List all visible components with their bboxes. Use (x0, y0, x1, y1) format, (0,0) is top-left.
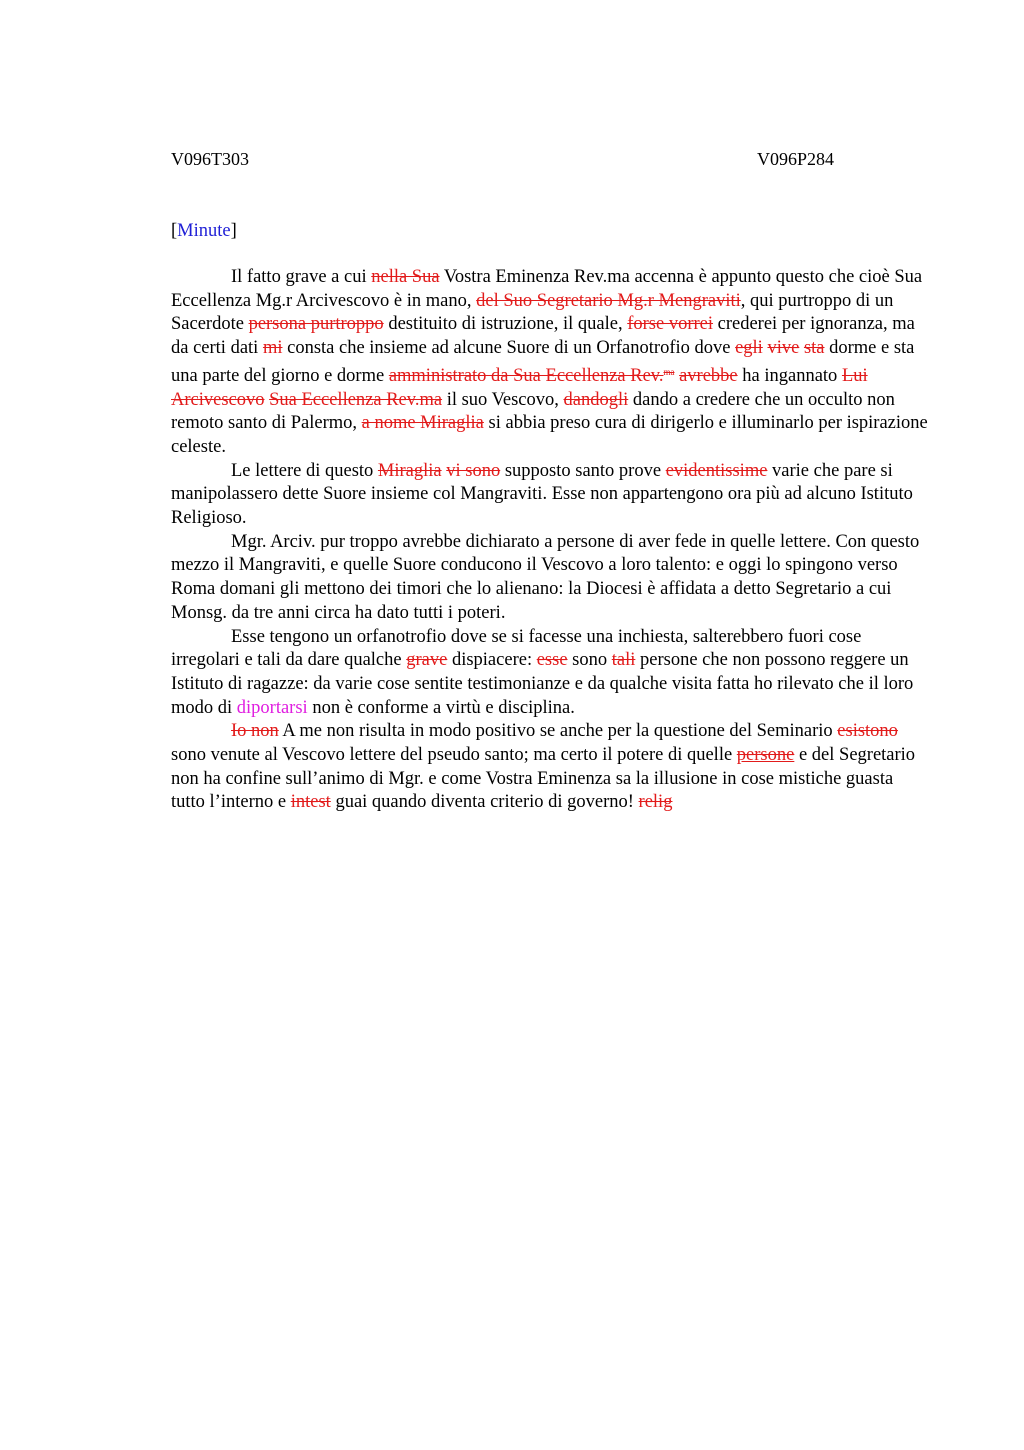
text-run: Vostra Eminenza Rev.ma accenna è appunto questo che cioè Sua Eccellenza Mg.r Arcivescovo è in mano, (171, 267, 923, 311)
document-code-right: V096P284 (757, 149, 835, 169)
document-header (171, 144, 931, 174)
deleted-text: Io non (231, 721, 279, 742)
text-run: si abbia preso cura di dirigerlo e illuminarlo per ispirazione celeste. (171, 413, 928, 457)
text-run: sono venute al Vescovo lettere del pseudo santo; ma certo il potere di quelle (171, 745, 737, 766)
text-run: guai quando diventa criterio di governo! (330, 792, 639, 813)
text-run: sono (567, 650, 612, 671)
deleted-text: persone (736, 745, 795, 766)
deleted-text: intest (290, 792, 331, 813)
deleted-text: vi sono (446, 460, 501, 481)
deleted-text: Sua Eccellenza Rev.ma (269, 389, 443, 410)
text-run: consta che insieme ad alcune Suore di un Orfanotrofio dove (282, 338, 736, 359)
open-bracket: [ (171, 221, 178, 241)
text-run: Le lettere di questo (231, 460, 378, 481)
letter-paragraph (171, 266, 931, 460)
deleted-text: esse (536, 650, 568, 671)
text-run: non è conforme a virtù e disciplina. (307, 697, 575, 718)
deleted-text: evidentissime (665, 460, 768, 481)
deleted-text: persona purtroppo (248, 314, 384, 335)
deleted-text: nella Sua (371, 267, 440, 287)
text-run: il suo Vescovo, (442, 389, 564, 410)
text-run: , qui purtroppo di un Sacerdote (171, 290, 894, 335)
deleted-text: Lui Arcivescovo (171, 365, 868, 410)
text-run: e del Segretario non ha confine sull’animo di Mgr. e come Vostra Eminenza sa la illusione in cose mistiche guasta tutto l’interno e (171, 745, 916, 813)
text-run: dorme e sta una parte del giorno e dorme (171, 338, 915, 386)
letter-body (171, 266, 931, 815)
close-bracket: ] (230, 221, 237, 241)
text-run: Mgr. Arciv. pur troppo avrebbe dichiarato a persone di aver fede in quelle lettere. Con questo mezzo il Mangraviti, e quelle Suore conducono il Vescovo a loro talento: e oggi lo spingono verso Roma domani gli mettono dei timori che lo alienano: la Diocesi è affidata a detto Segretario a cui Monsg. da tre anni circa ha dato tutti i poteri. (171, 531, 920, 623)
text-run: crederei per ignoranza, ma da certi dati (171, 314, 915, 359)
document-page (171, 144, 931, 815)
deleted-text: relig (638, 792, 673, 813)
deleted-text: tali (611, 650, 636, 671)
minute-word: Minute (177, 221, 231, 241)
deleted-text: del Suo Segretario Mg.r Mengraviti (476, 290, 741, 311)
deleted-superscript: ma (663, 366, 675, 377)
letter-paragraph (171, 460, 931, 531)
deleted-text: sta (803, 338, 825, 359)
document-code-left: V096T303 (171, 149, 249, 169)
highlighted-text: diportarsi (236, 697, 308, 718)
deleted-text: vive (767, 338, 800, 359)
deleted-text: dandogli (563, 389, 629, 410)
deleted-text: forse vorrei (627, 314, 714, 335)
text-run: destituito di istruzione, il quale, (383, 314, 628, 335)
letter-paragraph (171, 720, 931, 815)
text-run: dispiacere: (447, 650, 537, 671)
text-run: ha ingannato (737, 365, 842, 386)
deleted-text: esistono (837, 721, 898, 742)
deleted-text: grave (406, 650, 448, 671)
deleted-text: Miraglia (377, 460, 442, 481)
text-run: Il fatto grave a cui (231, 267, 372, 287)
minute-label (171, 216, 931, 246)
deleted-text: mi (262, 338, 283, 359)
text-run: supposto santo prove (500, 460, 666, 481)
letter-paragraph (171, 626, 931, 721)
text-run: varie che pare si manipolassero dette Suore insieme col Mangraviti. Esse non appartengono ora più ad alcuno Istituto Religioso. (171, 460, 913, 529)
deleted-text: avrebbe (679, 365, 738, 386)
deleted-text: a nome Miraglia (361, 413, 484, 434)
text-run: dando a credere che un occulto non remoto santo di Palermo, (171, 389, 895, 434)
letter-paragraph (171, 531, 931, 626)
deleted-text: amministrato da Sua Eccellenza Rev. (388, 365, 664, 386)
text-run: persone che non possono reggere un Istituto di ragazze: da varie cose sentite testimonianze e da qualche visita fatta ho rilevato che il loro modo di (171, 650, 914, 718)
text-run: A me non risulta in modo positivo se anche per la questione del Seminario (278, 721, 838, 742)
text-run: Esse tengono un orfanotrofio dove se si facesse una inchiesta, salterebbero fuori cose irregolari e tali da dare qualche (171, 626, 862, 671)
deleted-text: egli (735, 338, 763, 359)
